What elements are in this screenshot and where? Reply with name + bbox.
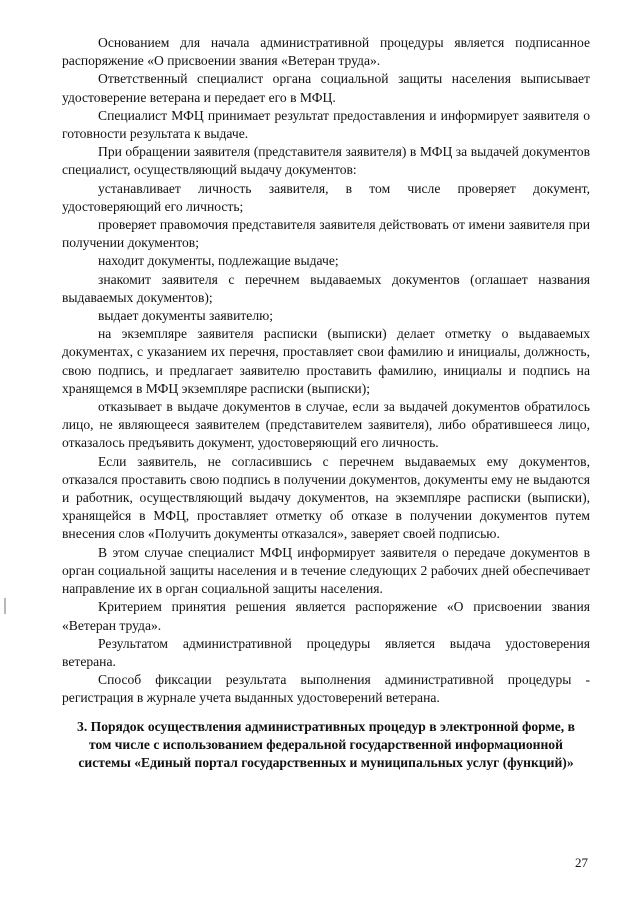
list-item-authority: проверяет правомочия представителя заявителя действовать от имени заявителя при получении документов; xyxy=(62,217,590,251)
paragraph-applicant-refused: Если заявитель, не согласившись с перечнем выдаваемых ему документов, отказался проставить свою подпись в получении документов, документы ему не выдаются и работник, осуществляющий выдачу документов, на экземпляре расписки (выписки), хранящейся в МФЦ, проставляет отметку об отказе в получении документов путем внесения слов «Получить документы отказался», заверяет своей подписью. xyxy=(62,453,590,542)
paragraph-result-recording: Способ фиксации результата выполнения административной процедуры - регистрация в журнале учета выданных удостоверений ветерана. xyxy=(62,672,590,706)
list-item-issue-documents: выдает документы заявителю; xyxy=(98,308,274,324)
scan-margin-mark xyxy=(4,598,6,614)
paragraph-mfc-informs: Специалист МФЦ принимает результат предоставления и информирует заявителя о готовности результата к выдаче. xyxy=(62,107,590,142)
paragraph-upon-request: При обращении заявителя (представителя заявителя) в МФЦ за выдачей документов специалист, осуществляющий выдачу документов: xyxy=(62,144,590,178)
page-number: 27 xyxy=(575,855,588,870)
list-item-refusal: отказывает в выдаче документов в случае, если за выдачей документов обратилось лицо, не являющееся заявителем (представителем заявителя), либо обратившееся лицо, отказалось предъявить документ, удостоверяющий его личность. xyxy=(62,399,590,451)
paragraph-return-documents: В этом случае специалист МФЦ информирует заявителя о передаче документов в орган социальной защиты населения и в течение следующих 2 рабочих дней обеспечивает направление их в орган социальной защиты населения. xyxy=(62,544,590,597)
paragraph-basis: Основанием для начала административной процедуры является подписанное распоряжение «О присвоении звания «Ветеран труда». xyxy=(62,35,590,69)
paragraph-certificate-issued: Ответственный специалист органа социальной защиты населения выписывает удостоверение ветерана и передает его в МФЦ. xyxy=(62,71,590,105)
section-heading: 3. Порядок осуществления административных процедур в электронной форме, в том числе с использованием федеральной государственной информационной системы «Единый портал государственных и муниципальных услуг (функций)» xyxy=(77,718,575,770)
list-item-identity: устанавливает личность заявителя, в том числе проверяет документ, удостоверяющий его личность; xyxy=(62,180,590,214)
list-item-receipt-mark: на экземпляре заявителя расписки (выписки) делает отметку о выдаваемых документах, с указанием их перечня, проставляет свои фамилию и инициалы, должность, свою подпись, и предлагает заявителю проставить фамилию, инициалы и подпись на хранящемся в МФЦ экземпляре расписки (выписки); xyxy=(62,326,590,396)
paragraph-decision-criterion: Критерием принятия решения является распоряжение «О присвоении звания «Ветеран труда». xyxy=(62,599,590,633)
paragraph-procedure-result: Результатом административной процедуры является выдача удостоверения ветерана. xyxy=(62,635,590,669)
list-item-introduce-list: знакомит заявителя с перечнем выдаваемых документов (оглашает названия выдаваемых документов); xyxy=(62,271,590,305)
list-item-find-documents: находит документы, подлежащие выдаче; xyxy=(98,253,339,269)
